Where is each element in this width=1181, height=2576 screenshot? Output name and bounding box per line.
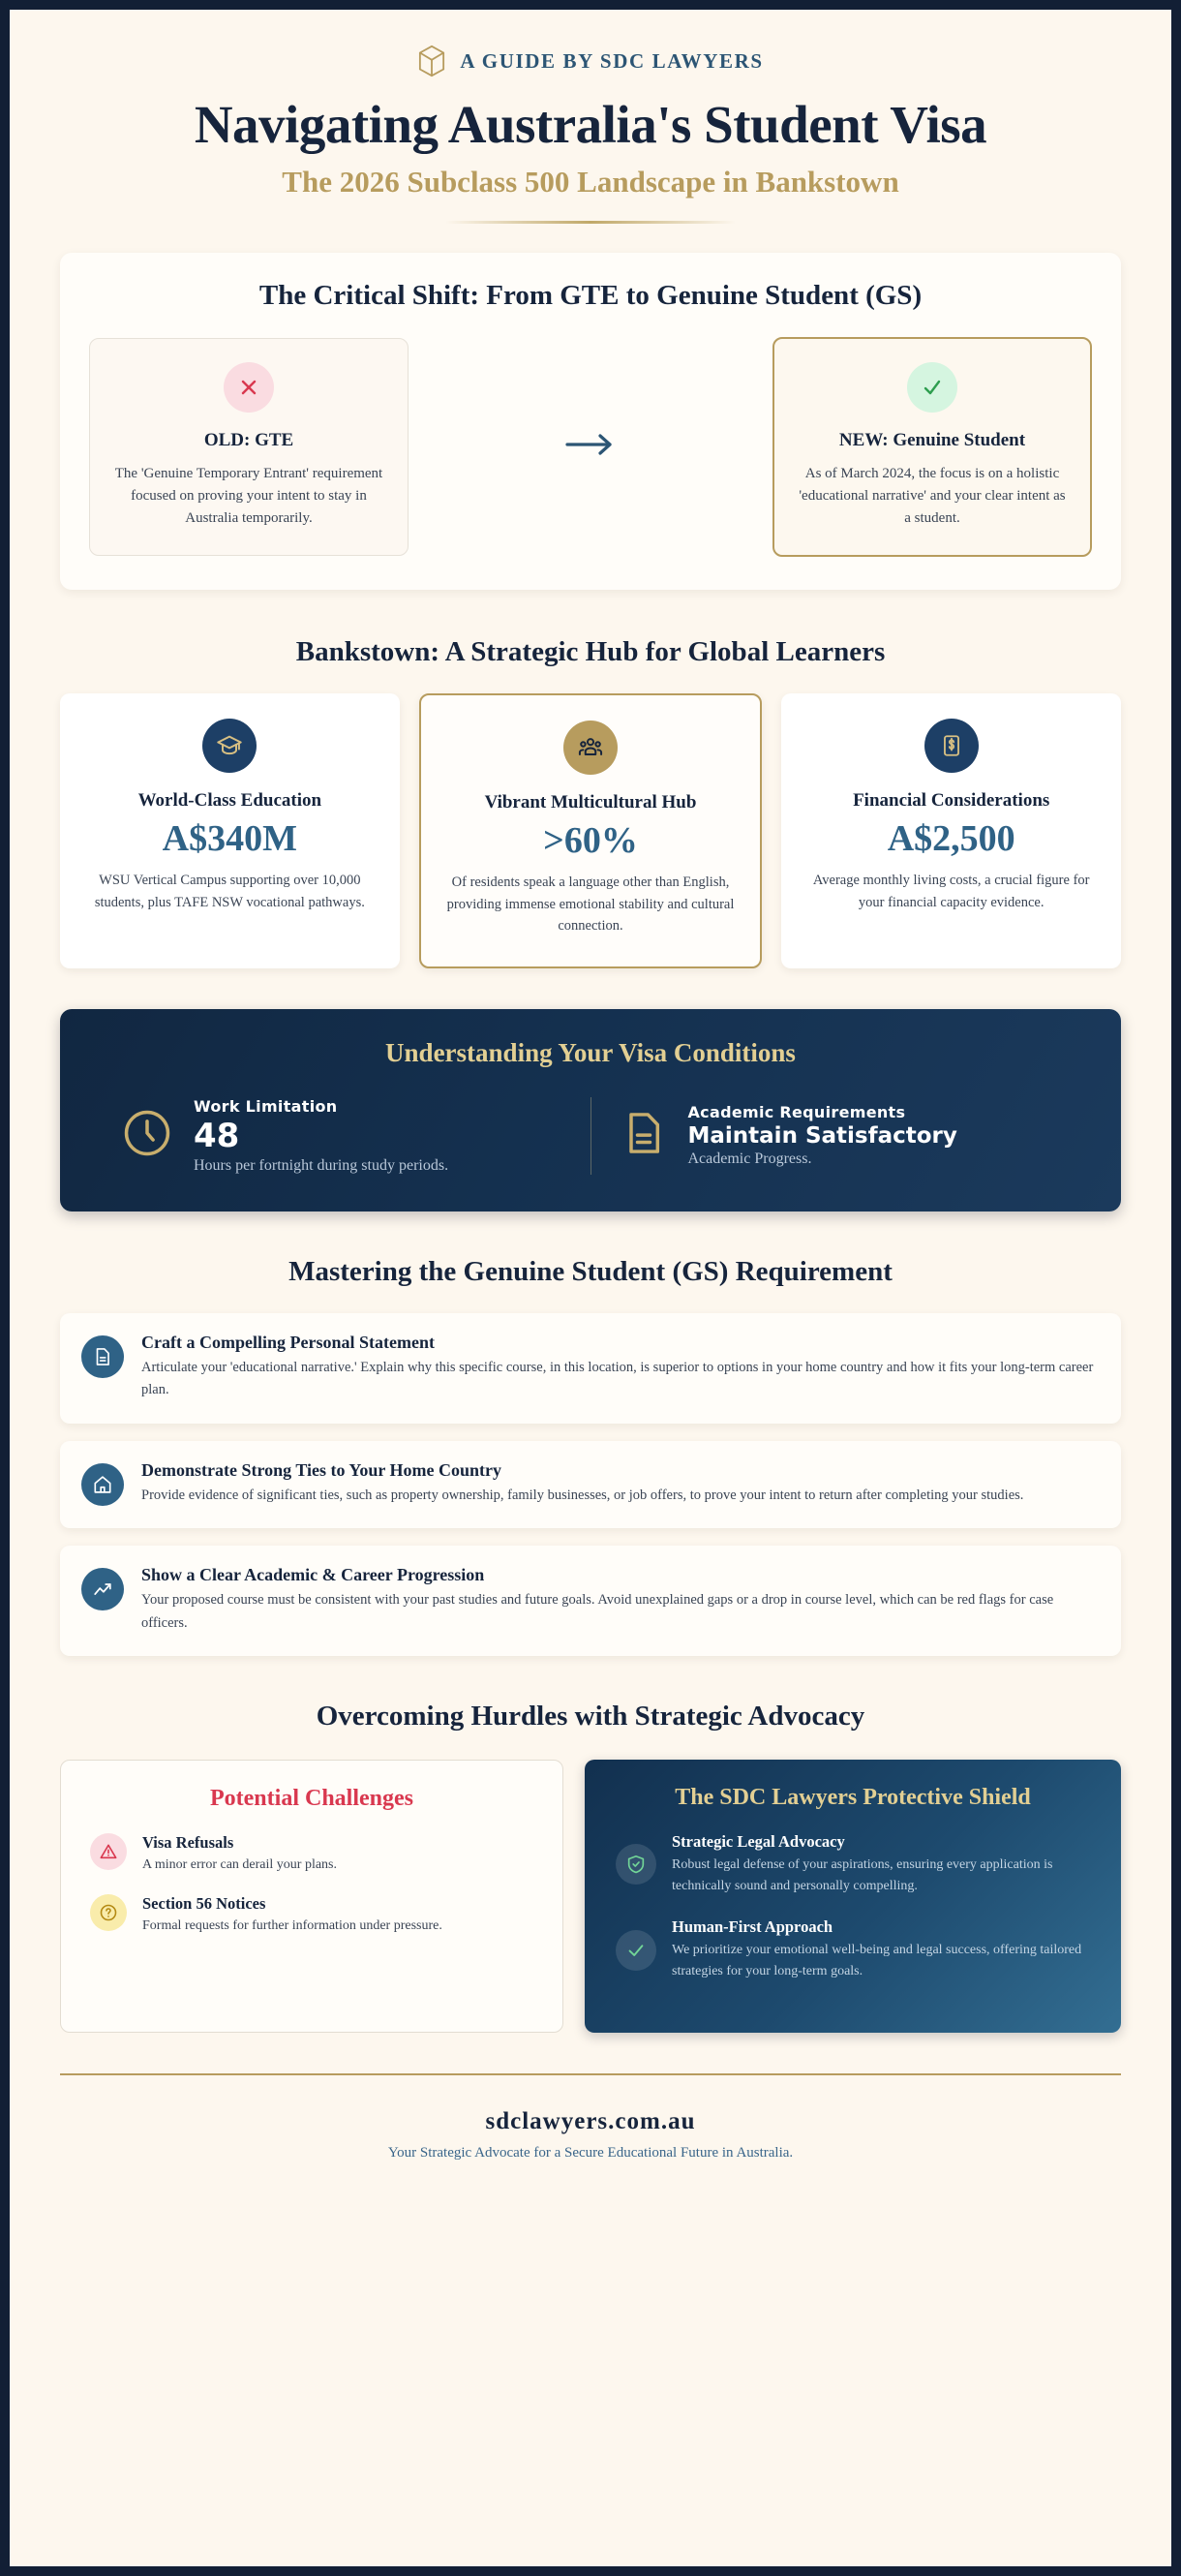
- list-item: [60, 1546, 1121, 1656]
- stat-value: A$2,500: [887, 818, 1015, 860]
- list-item: [616, 1832, 1090, 1896]
- brand-line: [60, 45, 1121, 77]
- page-subtitle: The 2026 Subclass 500 Landscape in Bankstown: [282, 164, 899, 199]
- visa-conditions-panel: [60, 1009, 1121, 1211]
- shift-comparison-row: [89, 337, 1092, 558]
- shield-check-icon: [616, 1844, 656, 1885]
- shield-item-body: We prioritize your emotional well-being and legal success, offering tailored strategies for your long-term goals.: [672, 1943, 1082, 1979]
- list-item-body: Your proposed course must be consistent with your past studies and future goals. Avoid unexplained gaps or a drop in course level, which can be red flags for case officers.: [141, 1592, 1054, 1631]
- stat-value: >60%: [543, 820, 638, 862]
- mastery-list: [60, 1313, 1121, 1656]
- check-icon: [907, 362, 957, 413]
- challenge-body: A minor error can derail your plans.: [142, 1857, 337, 1873]
- stat-card-education: [60, 693, 400, 967]
- old-gte-title: OLD: GTE: [203, 429, 294, 450]
- mastery-heading: Mastering the Genuine Student (GS) Requirement: [288, 1255, 893, 1287]
- document-icon: [81, 1335, 124, 1378]
- old-gte-box: [89, 338, 409, 557]
- list-item: [90, 1833, 533, 1875]
- academic-requirements-label: Academic Requirements: [687, 1102, 906, 1121]
- list-item: [60, 1313, 1121, 1424]
- stat-card-multicultural: [419, 693, 763, 967]
- list-item: [616, 1917, 1090, 1981]
- academic-requirements-note: Academic Progress.: [687, 1150, 812, 1168]
- old-gte-body: The 'Genuine Temporary Entrant' requirement focused on proving your intent to stay in Australia temporarily.: [114, 465, 383, 527]
- critical-shift-card: [60, 253, 1121, 591]
- challenge-title: Visa Refusals: [142, 1833, 234, 1853]
- stats-row: [60, 693, 1121, 967]
- stat-title: Financial Considerations: [853, 790, 1050, 812]
- cube-logo-icon: [417, 45, 446, 77]
- stat-card-financial: [781, 693, 1121, 967]
- brand-kicker: A GUIDE BY SDC LAWYERS: [460, 48, 764, 73]
- footer: [60, 2075, 1121, 2200]
- stat-title: World-Class Education: [137, 790, 322, 812]
- academic-requirements-block: [590, 1097, 1089, 1175]
- people-group-icon: [563, 721, 618, 775]
- shield-item-body: Robust legal defense of your aspirations, ensuring every application is technically sound and personally compelling.: [672, 1857, 1053, 1893]
- challenge-body: Formal requests for further information under pressure.: [142, 1918, 442, 1934]
- money-note-icon: [924, 719, 979, 773]
- shield-item-title: Human-First Approach: [672, 1917, 833, 1937]
- list-item-title: Demonstrate Strong Ties to Your Home Country: [141, 1459, 501, 1480]
- academic-requirements-value: Maintain Satisfactory: [687, 1122, 957, 1149]
- question-circle-icon: [90, 1894, 127, 1931]
- title-divider: [445, 221, 736, 224]
- footer-tagline: Your Strategic Advocate for a Secure Educational Future in Australia.: [387, 2144, 794, 2161]
- hurdles-heading: Overcoming Hurdles with Strategic Advocacy: [316, 1701, 865, 1733]
- list-item-body: Provide evidence of significant ties, such as property ownership, family businesses, or job offers, to prove your intent to return after completing your studies.: [141, 1487, 1024, 1503]
- list-item: [90, 1894, 533, 1936]
- document-icon: [619, 1108, 669, 1163]
- stat-body: Average monthly living costs, a crucial figure for your financial capacity evidence.: [812, 873, 1090, 910]
- new-gs-box: [772, 337, 1092, 558]
- visa-conditions-row: [93, 1097, 1088, 1175]
- list-item-title: Show a Clear Academic & Career Progression: [141, 1565, 485, 1585]
- footer-website[interactable]: sdclawyers.com.au: [485, 2107, 696, 2134]
- work-limitation-label: Work Limitation: [194, 1096, 338, 1116]
- visa-conditions-heading: Understanding Your Visa Conditions: [385, 1037, 796, 1067]
- stat-value: A$340M: [162, 818, 297, 860]
- graduation-cap-icon: [202, 719, 257, 773]
- warning-triangle-icon: [90, 1833, 127, 1870]
- critical-shift-heading: The Critical Shift: From GTE to Genuine Student (GS): [258, 279, 923, 311]
- new-gs-body: As of March 2024, the focus is on a holistic 'educational narrative' and your clear intent as a student.: [799, 465, 1066, 527]
- new-gs-title: NEW: Genuine Student: [838, 429, 1026, 450]
- trending-up-icon: [81, 1568, 124, 1610]
- work-limitation-block: [93, 1097, 590, 1175]
- stat-title: Vibrant Multicultural Hub: [484, 792, 697, 813]
- list-item-title: Craft a Compelling Personal Statement: [141, 1332, 435, 1352]
- list-item-body: Articulate your 'educational narrative.' Explain why this specific course, in this location, is superior to options in your home country and how it fits your long-term career plan.: [141, 1359, 1094, 1398]
- stat-body: Of residents speak a language other than English, providing immense emotional stability and cultural connection.: [446, 874, 735, 935]
- page-title: Navigating Australia's Student Visa: [194, 95, 987, 154]
- potential-challenges-panel: [60, 1760, 563, 2033]
- clock-icon: [120, 1106, 174, 1165]
- transition-arrow-icon: [558, 432, 623, 462]
- list-item: [60, 1441, 1121, 1528]
- cross-icon: [224, 362, 274, 413]
- hurdles-row: [60, 1760, 1121, 2033]
- work-limitation-value: 48: [194, 1116, 240, 1155]
- protective-shield-title: The SDC Lawyers Protective Shield: [675, 1785, 1031, 1811]
- stats-heading: Bankstown: A Strategic Hub for Global Learners: [295, 636, 886, 668]
- potential-challenges-title: Potential Challenges: [210, 1786, 413, 1812]
- home-icon: [81, 1463, 124, 1506]
- shield-item-title: Strategic Legal Advocacy: [672, 1832, 845, 1852]
- protective-shield-panel: [585, 1760, 1121, 2033]
- work-limitation-note: Hours per fortnight during study periods.: [194, 1156, 449, 1174]
- challenge-title: Section 56 Notices: [142, 1894, 266, 1914]
- stat-body: WSU Vertical Campus supporting over 10,000 students, plus TAFE NSW vocational pathways.: [94, 873, 365, 910]
- check-icon: [616, 1930, 656, 1971]
